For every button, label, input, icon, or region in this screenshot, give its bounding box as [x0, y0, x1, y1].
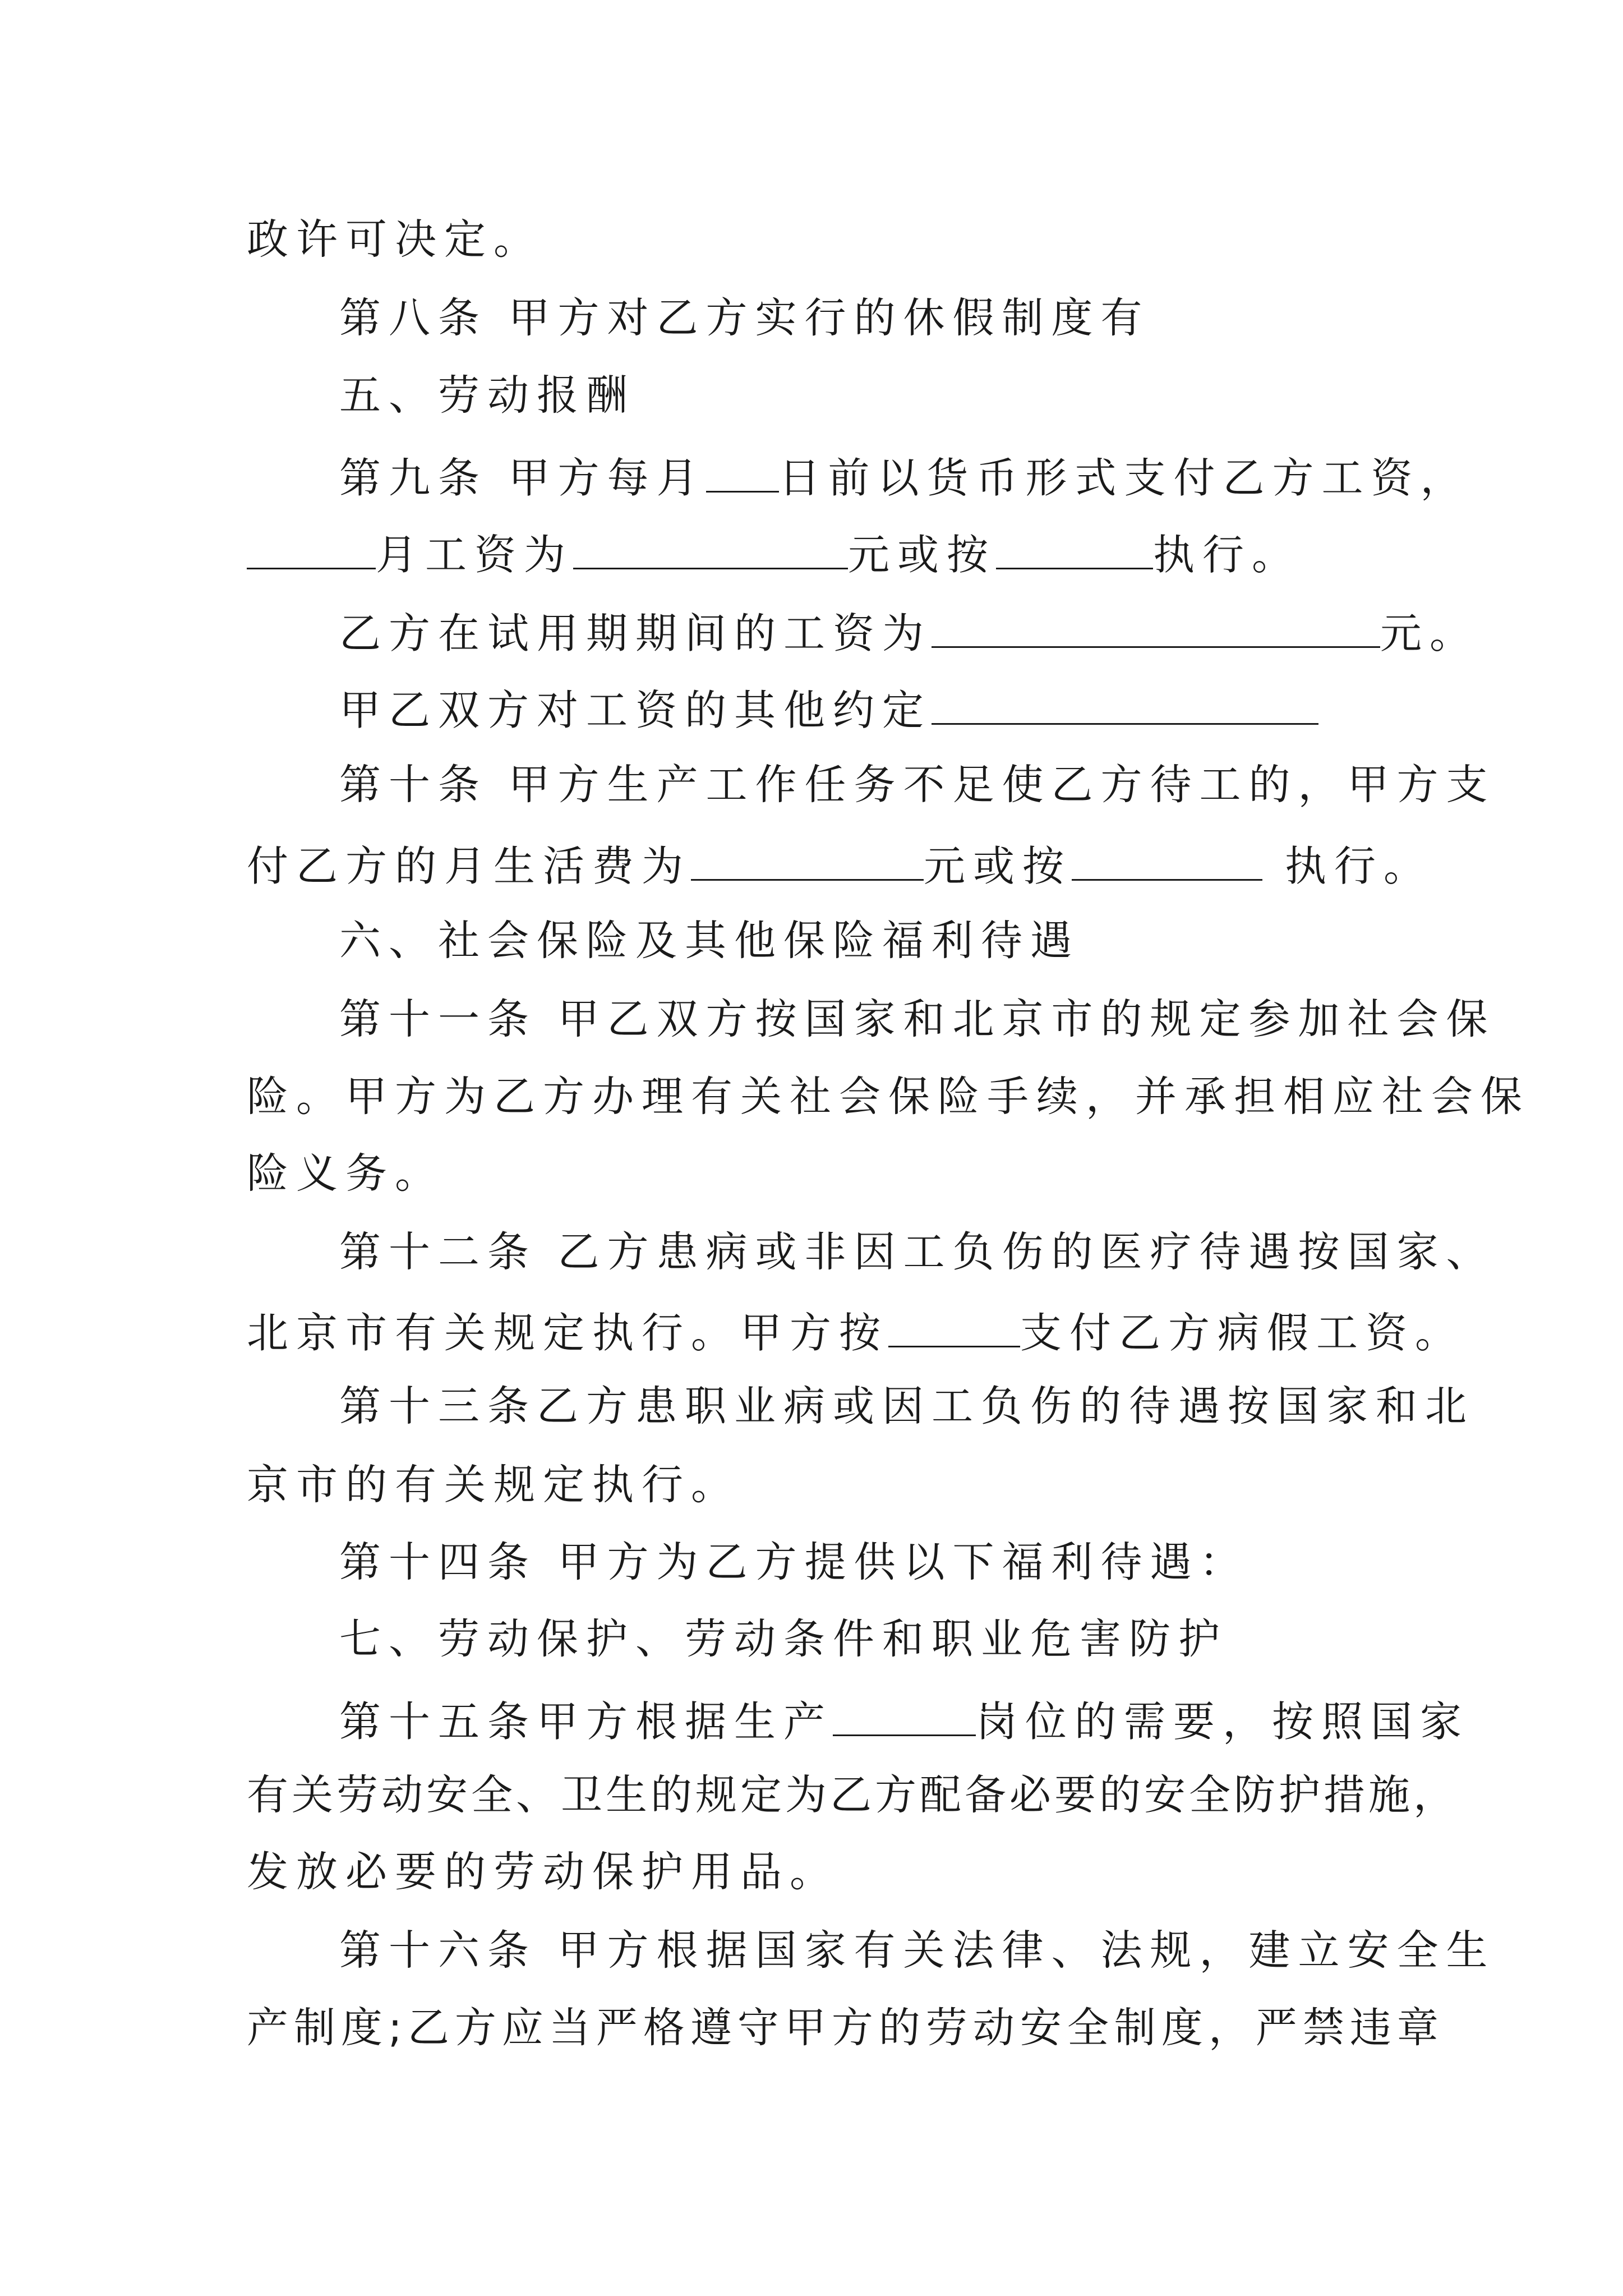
article-15-line [339, 1697, 1469, 1746]
blank-field [247, 530, 376, 569]
paragraph-line [247, 841, 1433, 891]
article-12-line [339, 1228, 1496, 1276]
text: 第十三条乙方患职业病或因工负伤的待遇按国家和北 [339, 1382, 1474, 1430]
paragraph-line [247, 215, 543, 264]
text: 第九条 甲方每月 [339, 454, 706, 503]
blank-field-probation-wage [932, 609, 1380, 648]
blank-field-other-wage-terms [932, 685, 1318, 725]
article-14-line [339, 1538, 1249, 1586]
blank-field [1072, 841, 1262, 881]
text: 产制度;乙方应当严格遵守甲方的劳动安全制度，严禁违章 [247, 2004, 1444, 2052]
blank-field-payday [706, 453, 779, 493]
text: 险。甲方为乙方办理有关社会保险手续，并承担相应社会保 [247, 1073, 1530, 1121]
section-6-heading [339, 917, 1080, 965]
article-10-line [339, 761, 1496, 809]
text: 元。 [1380, 609, 1479, 658]
section-5-heading [339, 371, 635, 420]
text: 甲乙双方对工资的其他约定 [339, 686, 932, 735]
paragraph-line [247, 1461, 740, 1509]
text: 七、劳动保护、劳动条件和职业危害防护 [339, 1615, 1228, 1663]
text: 支付乙方病假工资。 [1020, 1309, 1464, 1358]
text: 元或按 [848, 531, 996, 579]
text: 五、劳动报酬 [339, 371, 635, 420]
text: 第十一条 甲乙双方按国家和北京市的规定参加社会保 [339, 995, 1496, 1043]
blank-field [996, 530, 1153, 569]
text: 元或按 [924, 842, 1072, 891]
text: 执行。 [1285, 842, 1433, 891]
text: 发放必要的劳动保护用品。 [247, 1848, 839, 1896]
text: 政许可决定。 [247, 215, 543, 264]
blank-field-post [833, 1697, 976, 1736]
article-11-line [339, 995, 1496, 1043]
text: 第十六条 甲方根据国家有关法律、法规，建立安全生 [339, 1926, 1496, 1975]
paragraph-line [247, 1771, 1458, 1819]
text: 有关劳动安全、卫生的规定为乙方配备必要的安全防护措施， [247, 1771, 1458, 1819]
blank-field-sick-pay [888, 1308, 1020, 1347]
text: 月工资为 [376, 531, 573, 579]
text: 第十二条 乙方患病或非因工负伤的医疗待遇按国家、 [339, 1228, 1496, 1276]
paragraph-line [247, 1308, 1464, 1358]
paragraph-line [247, 1149, 444, 1198]
paragraph-line [339, 609, 1479, 658]
text: 险义务。 [247, 1149, 444, 1198]
text: 六、社会保险及其他保险福利待遇 [339, 917, 1080, 965]
paragraph-line [339, 685, 1318, 735]
section-7-heading [339, 1615, 1228, 1663]
text: 岗位的需要，按照国家 [976, 1697, 1469, 1746]
paragraph-line [247, 530, 1301, 579]
paragraph-line [247, 1073, 1530, 1121]
paragraph-line [247, 2004, 1444, 2052]
text: 北京市有关规定执行。甲方按 [247, 1309, 888, 1358]
text: 执行。 [1153, 531, 1301, 579]
text: 第十条 甲方生产工作任务不足使乙方待工的，甲方支 [339, 761, 1496, 809]
text: 第十四条 甲方为乙方提供以下福利待遇： [339, 1538, 1249, 1586]
paragraph-line [247, 1848, 839, 1896]
article-13-line [339, 1382, 1474, 1430]
text: 日前以货币形式支付乙方工资， [778, 454, 1470, 503]
article-16-line [339, 1926, 1496, 1975]
blank-field-monthly-wage [573, 530, 848, 569]
text: 乙方在试用期期间的工资为 [339, 609, 932, 658]
article-8-line [339, 294, 1150, 342]
text: 第十五条甲方根据生产 [339, 1697, 833, 1746]
text: 京市的有关规定执行。 [247, 1461, 740, 1509]
article-9-line [339, 453, 1470, 503]
text: 付乙方的月生活费为 [247, 842, 691, 891]
blank-field-living-allowance [691, 841, 924, 881]
text: 第八条 甲方对乙方实行的休假制度有 [339, 294, 1150, 342]
